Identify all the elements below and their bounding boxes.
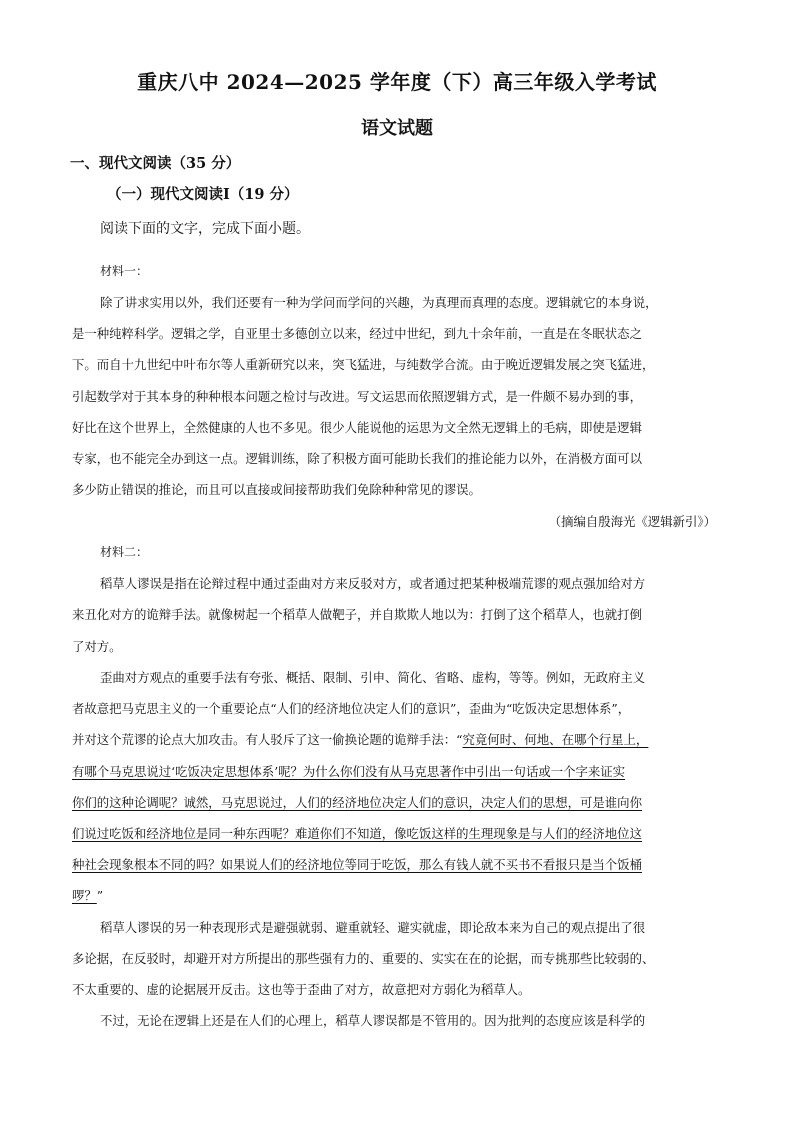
quote-lead-in: 并对这个荒谬的论点大加攻击。有人驳斥了这一偷换论题的诡辩手法：“ xyxy=(72,732,463,747)
quote-close: ” xyxy=(96,888,104,903)
material-one-line: 是一种纯粹科学。逻辑之学，自亚里士多德创立以来，经过中世纪，到九十余年前，一直是在冬眠状态之 xyxy=(72,326,642,341)
material-two-line: 稻草人谬误的另一种表现形式是避强就弱、避重就轻、避实就虚，即论敌本来为自己的观点提出了很 xyxy=(100,920,646,935)
material-two-line: 了对方。 xyxy=(72,639,122,654)
material-one-line: 除了讲求实用以外，我们还要有一种为学问而学问的兴趣，为真理而真理的态度。逻辑就它的本身说， xyxy=(100,295,658,310)
material-two-line: 多论据，在反驳时，却避开对方所提出的那些强有力的、重要的、实实在在的论据，而专挑那些比较弱的、 xyxy=(72,951,655,966)
material-two-label: 材料二： xyxy=(100,545,149,559)
material-two-line: 不过，无论在逻辑上还是在人们的心理上，稻草人谬误都是不管用的。因为批判的态度应该是科学的 xyxy=(100,1013,646,1028)
underlined-quote: 种社会现象根本不同的吗？如果说人们的经济地位等同于吃饭，那么有钱人就不买书不看报只是当个饭桶 xyxy=(72,857,642,872)
underlined-quote: 啰？ xyxy=(72,888,97,903)
material-two-line xyxy=(72,886,103,904)
material-two-line: 者故意把马克思主义的一个重要论点“人们的经济地位决定人们的意识”，歪曲为“吃饭决定思想体系”， xyxy=(72,701,631,716)
material-one-line: 多少防止错误的推论，而且可以直接或间接帮助我们免除种种常见的谬误。 xyxy=(72,482,481,497)
material-two-line: 不太重要的、虚的论据展开反击。这也等于歪曲了对方，故意把对方弱化为稻草人。 xyxy=(72,982,531,997)
reading-instruction: 阅读下面的文字，完成下面小题。 xyxy=(100,221,310,237)
exam-title: 重庆八中 2024—2025 学年度（下）高三年级入学考试 xyxy=(137,70,657,94)
material-one-source: （摘编自殷海光《逻辑新引》） xyxy=(548,514,716,529)
underlined-quote: 你们的这种论调呢？诚然，马克思说过，人们的经济地位决定人们的意识，决定人们的思想，可是谁向你 xyxy=(72,795,642,810)
exam-subtitle: 语文试题 xyxy=(361,118,433,139)
subsection-heading: （一）现代文阅读Ⅰ（19 分） xyxy=(107,186,299,203)
material-one-line: 引起数学对于其本身的种种根本问题之检讨与改进。写文运思而依照逻辑方式，是一件颇不易办到的事， xyxy=(72,389,642,404)
material-two-line: 稻草人谬误是指在论辩过程中通过歪曲对方来反驳对方，或者通过把某种极端荒谬的观点强加给对方 xyxy=(100,576,646,591)
material-one-line: 好比在这个世界上，全然健康的人也不多见。很少人能说他的运思为文全然无逻辑上的毛病，即使是逻辑 xyxy=(72,420,642,435)
material-one-line: 专家，也不能完全办到这一点。逻辑训练，除了积极方面可能助长我们的推论能力以外，在消极方面可以 xyxy=(72,451,642,466)
underlined-quote: 有哪个马克思说过‘吃饭决定思想体系’呢？为什么你们没有从马克思著作中引出一句话或一个字来证实 xyxy=(72,764,626,779)
material-two-line xyxy=(72,730,648,748)
section-heading: 一、现代文阅读（35 分） xyxy=(70,155,241,172)
material-one-line: 下。而自十九世纪中叶布尔等人重新研究以来，突飞猛进，与纯数学合流。由于晚近逻辑发展之突飞猛进， xyxy=(72,357,655,372)
material-two-line: 歪曲对方观点的重要手法有夸张、概括、限制、引申、简化、省略、虚构，等等。例如，无政府主义 xyxy=(100,670,646,685)
material-two-line: 来丑化对方的诡辩手法。就像树起一个稻草人做靶子，并自欺欺人地以为：打倒了这个稻草人，也就打倒 xyxy=(72,607,642,622)
underlined-quote: 究竟何时、何地、在哪个行星上， xyxy=(462,732,649,747)
underlined-quote: 们说过吃饭和经济地位是同一种东西呢？难道你们不知道，像吃饭这样的生理现象是与人们的经济地位这 xyxy=(72,826,642,841)
material-one-label: 材料一： xyxy=(100,264,149,278)
